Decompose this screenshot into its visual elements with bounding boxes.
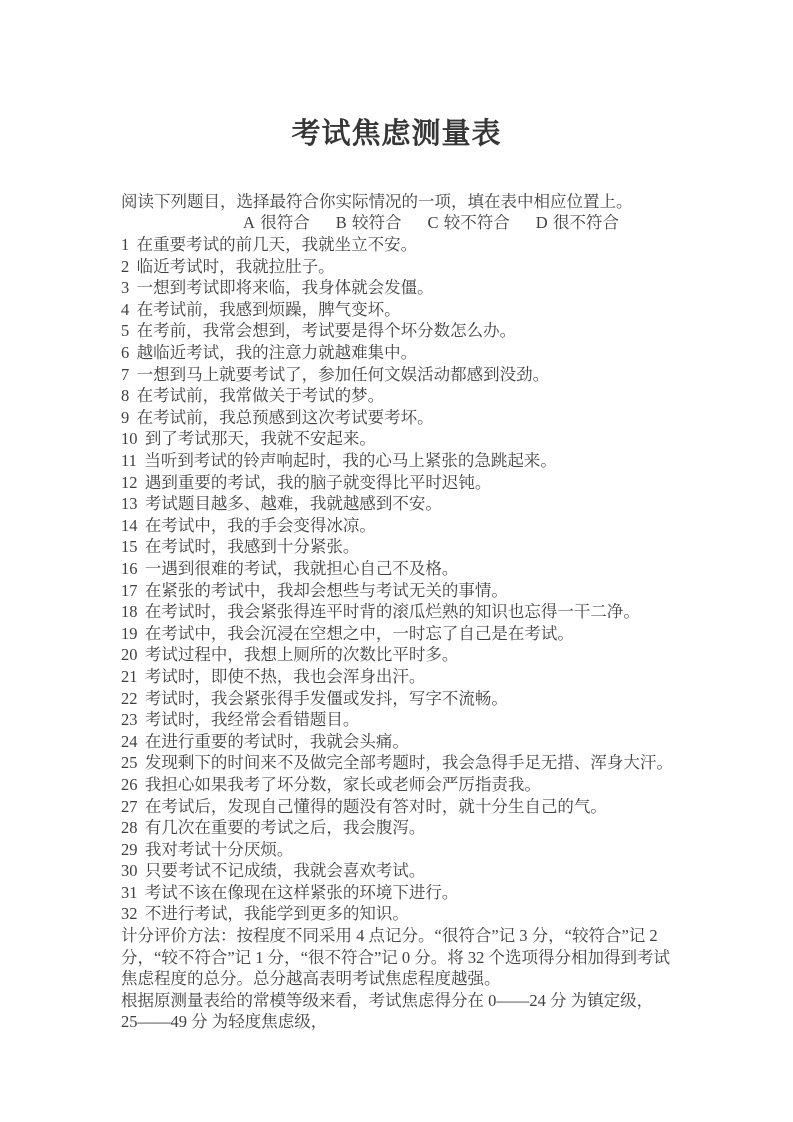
question-text: 在考试时，我会紧张得连平时背的滚瓜烂熟的知识也忘得一干二净。 [144, 602, 640, 622]
question-number: 30 [121, 861, 138, 881]
question-number: 19 [121, 623, 138, 643]
question-number: 23 [121, 710, 138, 730]
question-text: 在考试中，我的手会变得冰凉。 [144, 515, 376, 535]
answer-option [536, 212, 619, 234]
question-number: 29 [121, 839, 138, 859]
question-item [121, 277, 733, 299]
question-text: 在进行重要的考试时，我就会头痛。 [144, 731, 409, 751]
question-number: 28 [121, 818, 138, 838]
question-item [121, 472, 733, 494]
answer-option-key: A [243, 213, 255, 233]
question-number: 26 [121, 774, 138, 794]
norm-level-line: 根据原测量表给的常模等级来看，考试焦虑得分在 0——24 分 为镇定级， [121, 990, 654, 1010]
question-item [121, 385, 733, 407]
question-number: 7 [121, 364, 130, 384]
document-body [121, 191, 733, 1033]
norm-level-line: 25——49 分 为轻度焦虑级， [121, 1012, 328, 1032]
question-text: 考试时，我会紧张得手发僵或发抖，写字不流畅。 [144, 688, 508, 708]
question-item [121, 342, 733, 364]
question-number: 1 [121, 235, 130, 255]
question-text: 一遇到很难的考试，我就担心自己不及格。 [144, 558, 459, 578]
question-text: 在考试前，我感到烦躁，脾气变坏。 [136, 299, 401, 319]
question-number: 24 [121, 731, 138, 751]
question-item [121, 903, 733, 925]
question-item [121, 407, 733, 429]
question-item [121, 752, 733, 774]
question-text: 到了考试那天，我就不安起来。 [144, 429, 376, 449]
page-title: 考试焦虑测量表 [291, 118, 502, 150]
answer-option-label: 较不符合 [443, 213, 510, 233]
answer-option-label: 很不符合 [552, 213, 619, 233]
question-number: 3 [121, 278, 130, 298]
question-number: 6 [121, 343, 130, 363]
scoring-method-line: 计分评价方法：按程度不同采用 4 点记分。“很符合”记 3 分，“较符合”记 2 [121, 926, 658, 946]
question-text: 当听到考试的铃声响起时，我的心马上紧张的急跳起来。 [144, 451, 557, 471]
question-number: 8 [121, 386, 130, 406]
question-list [121, 234, 733, 925]
question-number: 15 [121, 537, 138, 557]
question-number: 16 [121, 558, 138, 578]
question-text: 在重要考试的前几天，我就坐立不安。 [136, 235, 418, 255]
question-text: 我对考试十分厌烦。 [144, 839, 294, 859]
answer-option [243, 212, 310, 234]
question-text: 考试不该在像现在这样紧张的环境下进行。 [144, 882, 459, 902]
question-text: 有几次在重要的考试之后，我会腹泻。 [144, 818, 426, 838]
question-text: 考试时，即使不热，我也会浑身出汗。 [144, 666, 426, 686]
question-item [121, 364, 733, 386]
question-text: 在考试后，发现自己懂得的题没有答对时，就十分生自己的气。 [144, 796, 607, 816]
question-item [121, 709, 733, 731]
question-text: 遇到重要的考试，我的脑子就变得比平时迟钝。 [144, 472, 492, 492]
question-number: 25 [121, 753, 138, 773]
answer-option-key: D [535, 213, 548, 233]
question-text: 不进行考试，我能学到更多的知识。 [144, 904, 409, 924]
question-text: 发现剩下的时间来不及做完全部考题时，我会急得手足无措、浑身大汗。 [144, 753, 673, 773]
question-item [121, 688, 733, 710]
answer-option-key: B [335, 213, 347, 233]
question-item [121, 774, 733, 796]
question-number: 31 [121, 882, 138, 902]
question-item [121, 860, 733, 882]
question-item [121, 580, 733, 602]
question-text: 临近考试时，我就拉肚子。 [136, 256, 335, 276]
question-number: 20 [121, 645, 138, 665]
question-item [121, 623, 733, 645]
scoring-method-line: 焦虑程度的总分。总分越高表明考试焦虑程度越强。 [121, 969, 501, 989]
answer-option [336, 212, 402, 234]
question-number: 14 [121, 515, 138, 535]
answer-option-key: C [427, 213, 439, 233]
question-item [121, 817, 733, 839]
question-number: 13 [121, 494, 138, 514]
question-number: 21 [121, 666, 138, 686]
question-number: 17 [121, 580, 138, 600]
question-item [121, 256, 733, 278]
question-number: 2 [121, 256, 130, 276]
question-number: 4 [121, 299, 130, 319]
question-text: 在考前，我常会想到，考试要是得个坏分数怎么办。 [136, 321, 517, 341]
answer-option-label: 很符合 [260, 213, 310, 233]
instructions-text: 阅读下列题目，选择最符合你实际情况的一项，填在表中相应位置上。 [121, 191, 633, 211]
question-number: 9 [121, 407, 130, 427]
question-text: 在考试中，我会沉浸在空想之中，一时忘了自己是在考试。 [144, 623, 574, 643]
question-text: 一想到考试即将来临，我身体就会发僵。 [136, 278, 434, 298]
answer-option-label: 较符合 [351, 213, 402, 233]
question-number: 22 [121, 688, 138, 708]
question-item [121, 666, 733, 688]
question-text: 在紧张的考试中，我却会想些与考试无关的事情。 [144, 580, 508, 600]
question-number: 10 [121, 429, 138, 449]
question-number: 11 [121, 451, 137, 471]
question-item [121, 731, 733, 753]
question-text: 只要考试不记成绩，我就会喜欢考试。 [144, 861, 426, 881]
question-text: 我担心如果我考了坏分数，家长或老师会严厉指责我。 [144, 774, 541, 794]
answer-options-row [121, 212, 733, 234]
question-item [121, 428, 733, 450]
question-item [121, 450, 733, 472]
question-item [121, 644, 733, 666]
question-text: 在考试时，我感到十分紧张。 [144, 537, 360, 557]
question-number: 27 [121, 796, 138, 816]
question-text: 在考试前，我常做关于考试的梦。 [136, 386, 385, 406]
question-item [121, 601, 733, 623]
question-text: 考试时，我经常会看错题目。 [144, 710, 360, 730]
question-item [121, 320, 733, 342]
question-text: 在考试前，我总预感到这次考试要考坏。 [136, 407, 434, 427]
question-text: 一想到马上就要考试了，参加任何文娱活动都感到没劲。 [136, 364, 550, 384]
question-number: 5 [121, 321, 130, 341]
norm-levels-section [121, 990, 733, 1033]
question-number: 32 [121, 904, 138, 924]
question-item [121, 493, 733, 515]
question-item [121, 882, 733, 904]
question-item [121, 234, 733, 256]
question-text: 考试题目越多、越难，我就越感到不安。 [144, 494, 442, 514]
question-number: 18 [121, 602, 138, 622]
scoring-method-line: 分，“较不符合”记 1 分，“很不符合”记 0 分。将 32 个选项得分相加得到考试 [121, 947, 671, 967]
question-item [121, 839, 733, 861]
answer-option [427, 212, 509, 234]
question-number: 12 [121, 472, 138, 492]
question-item [121, 536, 733, 558]
question-text: 考试过程中，我想上厕所的次数比平时多。 [144, 645, 459, 665]
question-item [121, 558, 733, 580]
question-item [121, 796, 733, 818]
question-item [121, 299, 733, 321]
question-item [121, 515, 733, 537]
question-text: 越临近考试，我的注意力就越难集中。 [136, 343, 418, 363]
scoring-method-section [121, 925, 733, 990]
